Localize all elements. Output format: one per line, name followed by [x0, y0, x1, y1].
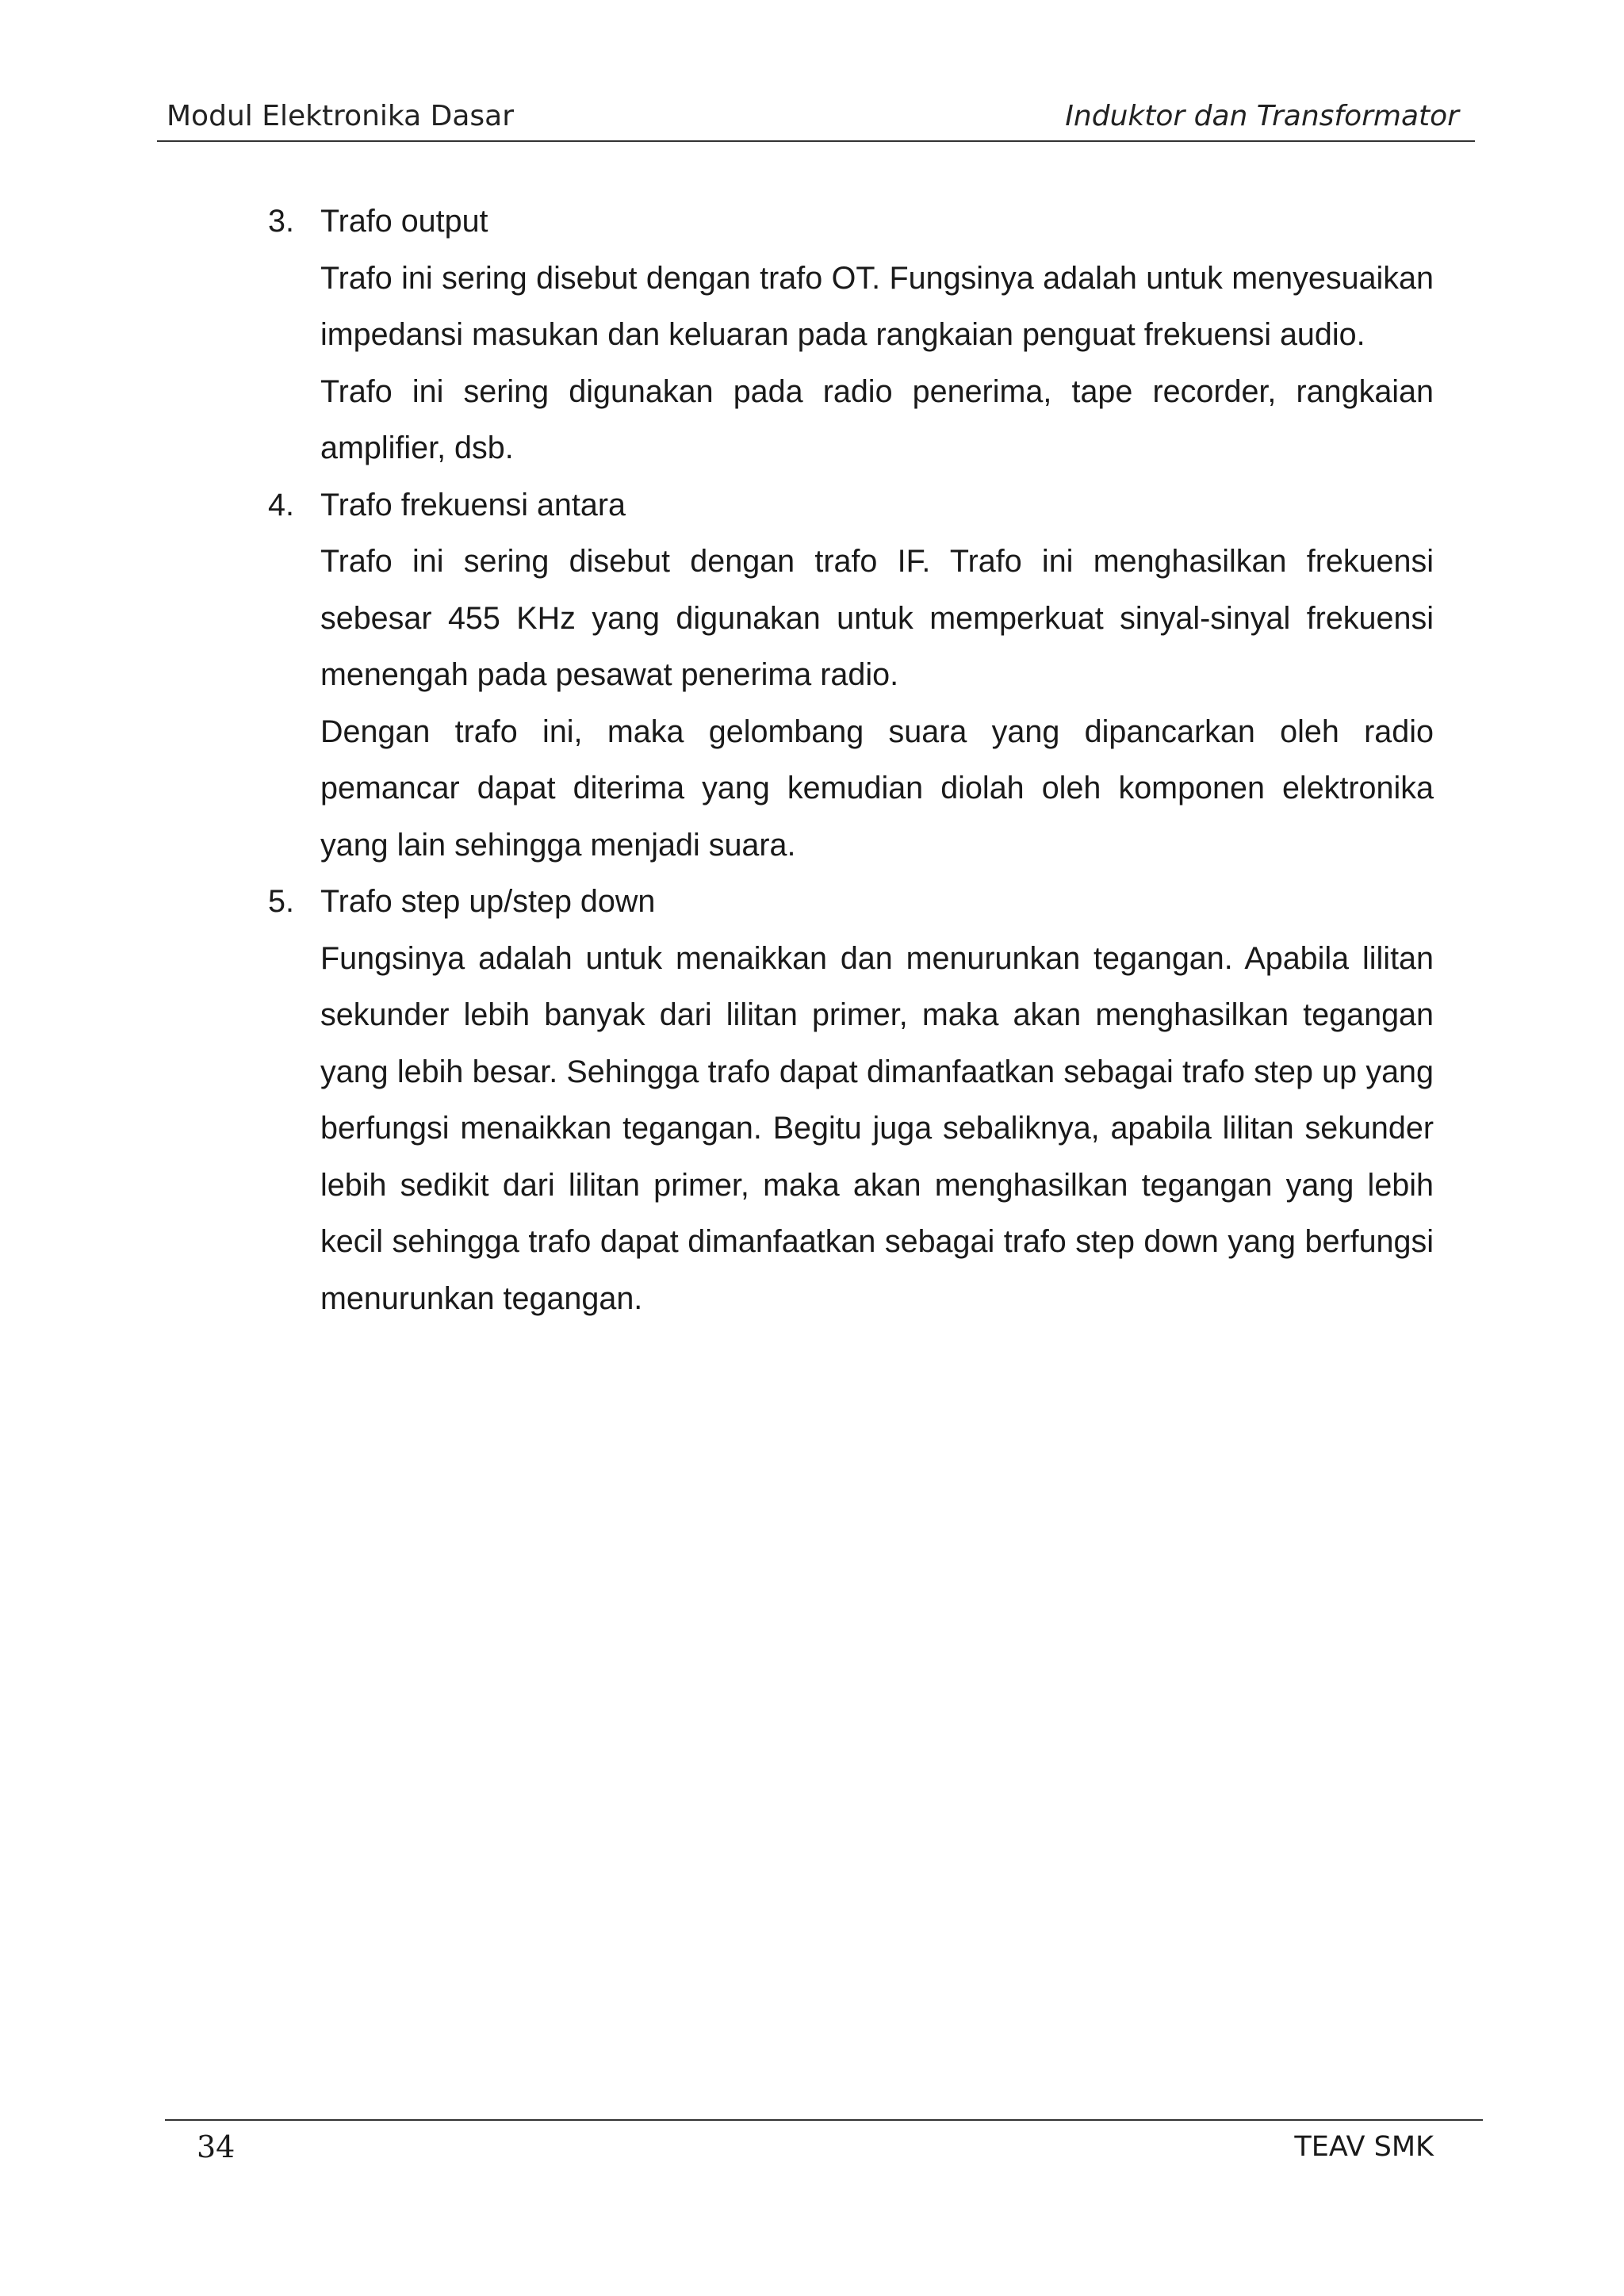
list-item-title: Trafo output [320, 204, 488, 239]
paragraph: Dengan trafo ini, maka gelombang suara yang dipancarkan oleh radio pemancar dapat diterima yang kemudian diolah oleh komponen elektronika yang lain sehingga menjadi suara. [320, 714, 1434, 863]
list-item-trafo-frekuensi-antara [268, 477, 1434, 874]
paragraph: Trafo ini sering disebut dengan trafo IF. Trafo ini menghasilkan frekuensi sebesar 455 KHz yang digunakan untuk memperkuat sinyal-sinyal frekuensi menengah pada pesawat penerima radio. [320, 544, 1434, 692]
header-module-title: Modul Elektronika Dasar [167, 100, 515, 132]
page-content [268, 193, 1434, 1327]
page-header [157, 94, 1475, 141]
list-item-number: 4. [268, 487, 294, 522]
list-item-number: 3. [268, 204, 294, 239]
paragraph: Trafo ini sering disebut dengan trafo OT. Fungsinya adalah untuk menyesuaikan impedansi masukan dan keluaran pada rangkaian penguat frekuensi audio. [320, 260, 1434, 352]
list-item-heading [268, 477, 1434, 534]
list-item-trafo-output [268, 193, 1434, 477]
page-number: 34 [197, 2130, 236, 2164]
footer-publisher: TEAV SMK [1294, 2131, 1434, 2163]
list-item-heading [268, 874, 1434, 931]
paragraph: Fungsinya adalah untuk menaikkan dan menurunkan tegangan. Apabila lilitan sekunder lebih banyak dari lilitan primer, maka akan menghasilkan tegangan yang lebih besar. Sehingga trafo dapat dimanfaatkan sebagai trafo step up yang berfungsi menaikkan tegangan. Begitu juga sebaliknya, apabila lilitan sekunder lebih sedikit dari lilitan primer, maka akan menghasilkan tegangan yang lebih kecil sehingga trafo dapat dimanfaatkan sebagai trafo step down yang berfungsi menurunkan tegangan. [320, 940, 1434, 1316]
list-item-number: 5. [268, 884, 294, 919]
list-item-title: Trafo frekuensi antara [320, 487, 626, 522]
page-footer [165, 2130, 1483, 2177]
paragraph: Trafo ini sering digunakan pada radio penerima, tape recorder, rangkaian amplifier, dsb. [320, 373, 1434, 465]
list-item-trafo-step-up-down [268, 874, 1434, 1327]
header-chapter-title: Induktor dan Transformator [1065, 100, 1459, 132]
list-item-heading [268, 193, 1434, 251]
list-item-title: Trafo step up/step down [320, 884, 656, 919]
header-divider [157, 140, 1475, 142]
footer-divider [165, 2119, 1483, 2121]
